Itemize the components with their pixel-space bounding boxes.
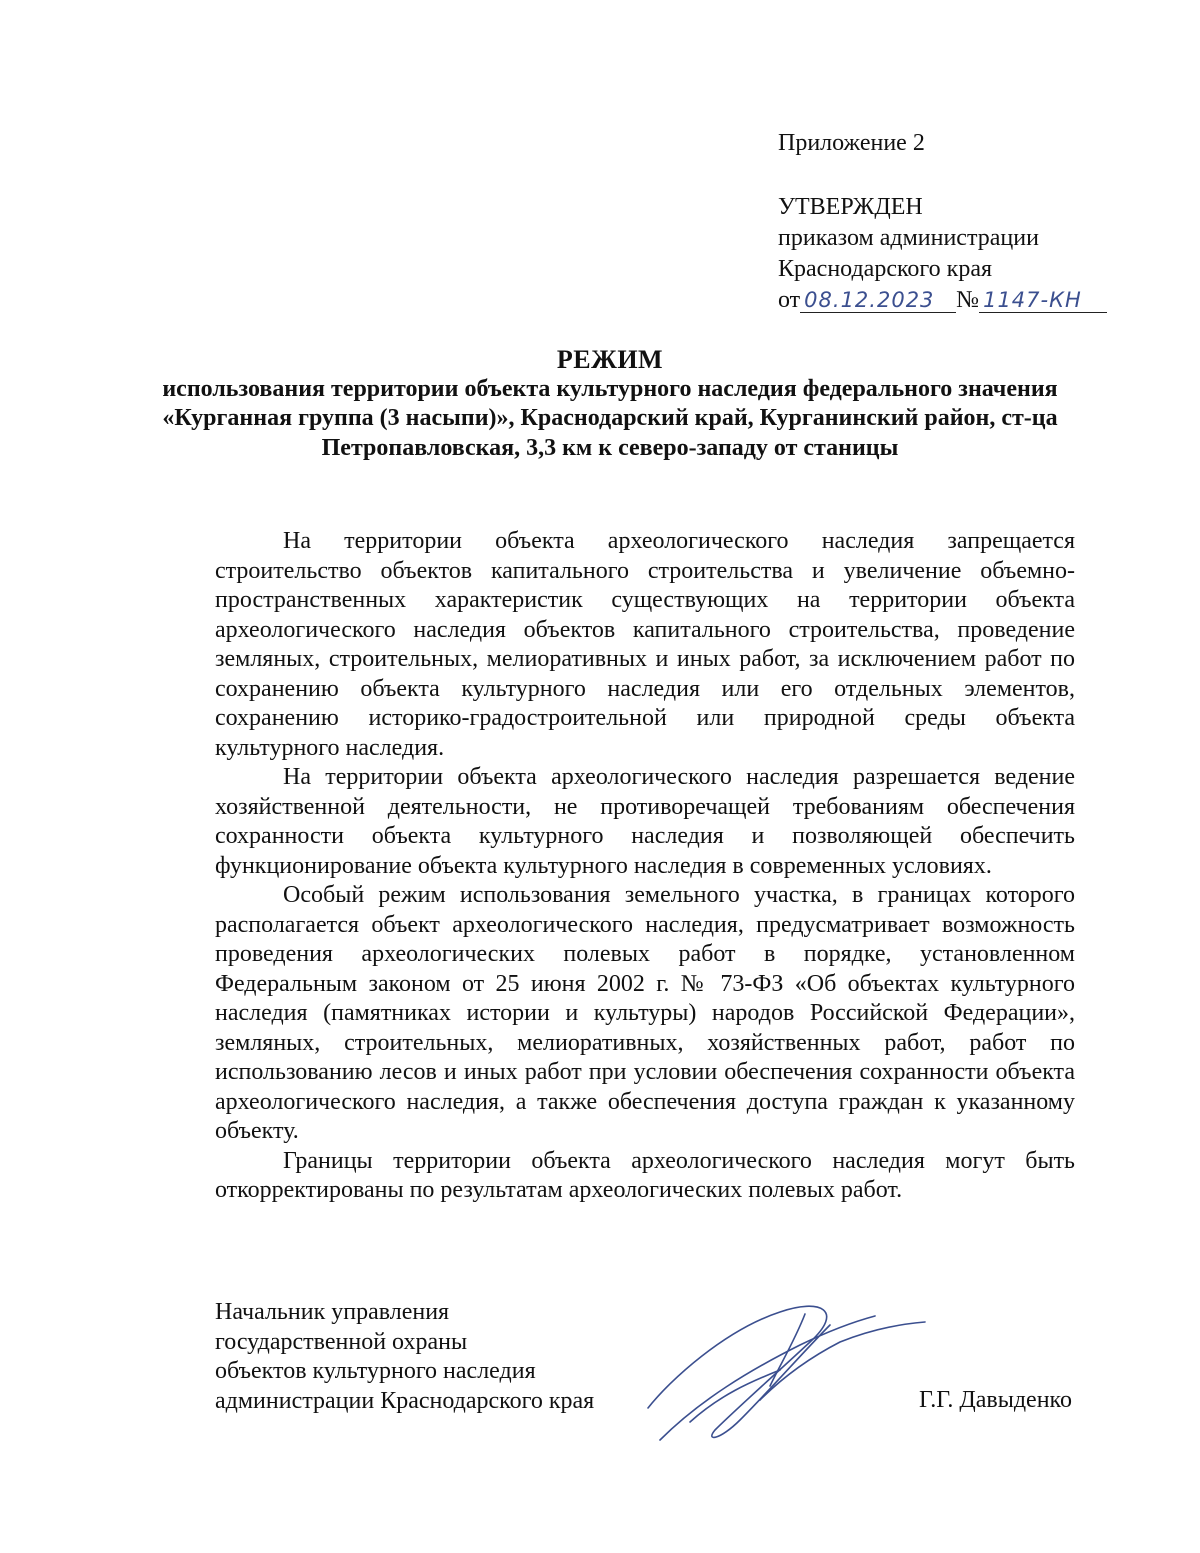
number-label: № xyxy=(956,287,980,313)
paragraph-boundaries: Границы территории объекта археологического наследия могут быть откорректированы по результатам археологических полевых работ. xyxy=(215,1147,1075,1203)
document-body xyxy=(215,527,1075,1206)
handwritten-signature xyxy=(630,1290,930,1450)
document-title xyxy=(160,345,1060,463)
order-date-number-line xyxy=(778,285,1158,316)
paragraph-special-regime: Особый режим использования земельного участка, в границах которого располагается объект археологического наследия, предусматривает возможность проведения археологических полевых работ в порядке, установленном Федеральным законом от 25 июня 2002 г. № 73-ФЗ «Об объектах культурного наследия (памятниках истории и культуры) народов Российской Федерации», земляных, строительных, мелиоративных, хозяйственных работ, работ по использованию лесов и иных работ при условии обеспечения сохранности объекта археологического наследия, а также обеспечения доступа граждан к указанному объекту. xyxy=(215,882,1075,1144)
approved-label: УТВЕРЖДЕН xyxy=(778,194,923,220)
title-subtitle: использования территории объекта культурного наследия федерального значения «Курганная группа (3 насыпи)», Краснодарский край, Курганинский район, ст-ца Петропавловская, 3,3 км к северо-западу от станицы xyxy=(162,375,1058,461)
signer-name: Г.Г. Давыденко xyxy=(919,1387,1072,1413)
signer-line-4: администрации Краснодарского края xyxy=(215,1387,595,1414)
paragraph-prohibited: На территории объекта археологического наследия запрещается строительство объектов капитального строительства и увеличение объемно-пространственных характеристик существующих на территории объекта археологического наследия объектов капитального строительства, проведение земляных, строительных, мелиоративных и иных работ, за исключением работ по сохранению объекта культурного наследия или его отдельных элементов, сохранению историко-градостроительной или природной среды объекта культурного наследия. xyxy=(215,528,1075,761)
approved-by-line-2: Краснодарского края xyxy=(778,256,993,282)
paragraph-permitted: На территории объекта археологического наследия разрешается ведение хозяйственной деятельности, не противоречащей требованиям обеспечения сохранности объекта культурного наследия и позволяющей обеспечить функционирование объекта культурного наследия в современных условиях. xyxy=(215,764,1075,879)
signer-line-2: государственной охраны xyxy=(215,1328,468,1355)
order-date: 08.12.2023 xyxy=(800,288,956,313)
signer-line-3: объектов культурного наследия xyxy=(215,1358,536,1384)
signer-line-1: Начальник управления xyxy=(215,1299,450,1325)
from-label: от xyxy=(778,287,801,313)
signer-position xyxy=(215,1298,645,1416)
appendix-label: Приложение 2 xyxy=(778,130,925,156)
approval-stamp-block xyxy=(778,128,1158,316)
approved-by-line-1: приказом администрации xyxy=(778,225,1039,251)
order-number: 1147-КН xyxy=(979,288,1107,313)
title-main: РЕЖИМ xyxy=(556,345,664,374)
